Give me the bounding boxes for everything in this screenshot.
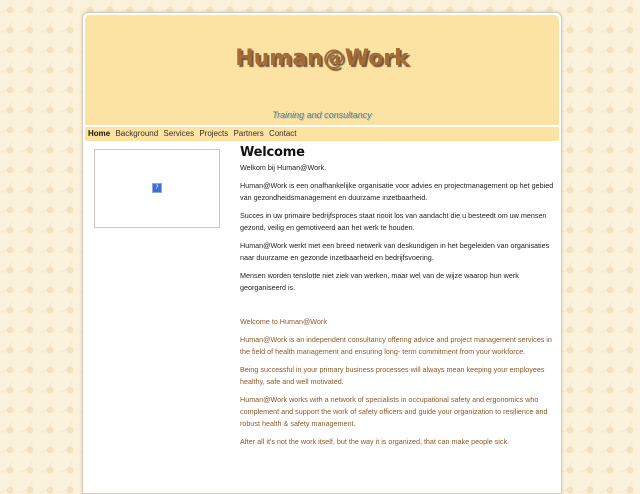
nav-item-contact[interactable]: Contact <box>268 129 297 138</box>
dutch-text <box>240 162 558 294</box>
page-container <box>82 12 562 494</box>
main-content <box>240 145 558 454</box>
nav-item-background[interactable]: Background <box>115 129 159 138</box>
main-nav <box>85 127 559 141</box>
page-title: Welcome <box>240 145 305 160</box>
site-title[interactable]: Human@Work <box>235 46 409 71</box>
paragraph: Welkom bij Human@Work. <box>240 163 327 172</box>
paragraph: After all it's not the work itself, but the way it is organized, that can make people sick. <box>240 437 510 446</box>
nav-item-services[interactable]: Services <box>163 129 195 138</box>
paragraph: Being successful in your primary business processes will always mean keeping your employees healthy, safe and well motivated. <box>240 365 545 386</box>
paragraph: Human@Work is een onafhankelijke organisatie voor advies en projectmanagement op het gebied van gezondheidsmanagement en duurzame inzetbaarheid. <box>240 181 554 202</box>
paragraph: Human@Work is an independent consultancy offering advice and project management services in the field of health management and ensuring long- term commitment from your workforce. <box>240 335 552 356</box>
site-tagline: Training and consultancy <box>272 110 372 120</box>
paragraph: Mensen worden tenslotte niet ziek van werken, maar wel van de wijze waarop hun werk georganiseerd is. <box>240 271 519 292</box>
image-placeholder <box>94 149 220 228</box>
nav-item-projects[interactable]: Projects <box>199 129 229 138</box>
broken-image-icon: ? <box>152 183 162 193</box>
paragraph: Human@Work works with a network of specialists in occupational safety and ergonomics who complement and support the work of safety officers and guide your organization to resilience and robust health & safety management. <box>240 395 548 428</box>
nav-item-home[interactable]: Home <box>88 129 111 138</box>
site-header <box>85 15 559 125</box>
paragraph: Welcome to Human@Work <box>240 317 327 326</box>
paragraph: Succes in uw primaire bedrijfsproces staat nooit los van aandacht die u besteedt om uw mensen gezond, veilig en gemotiveerd aan het werk te houden. <box>240 211 547 232</box>
paragraph: Human@Work werkt met een breed netwerk van deskundigen in het begeleiden van organisaties naar duurzame en gezonde inzetbaarheid en bedrijfsvoering. <box>240 241 550 262</box>
english-text <box>240 316 558 448</box>
nav-item-partners[interactable]: Partners <box>233 129 264 138</box>
